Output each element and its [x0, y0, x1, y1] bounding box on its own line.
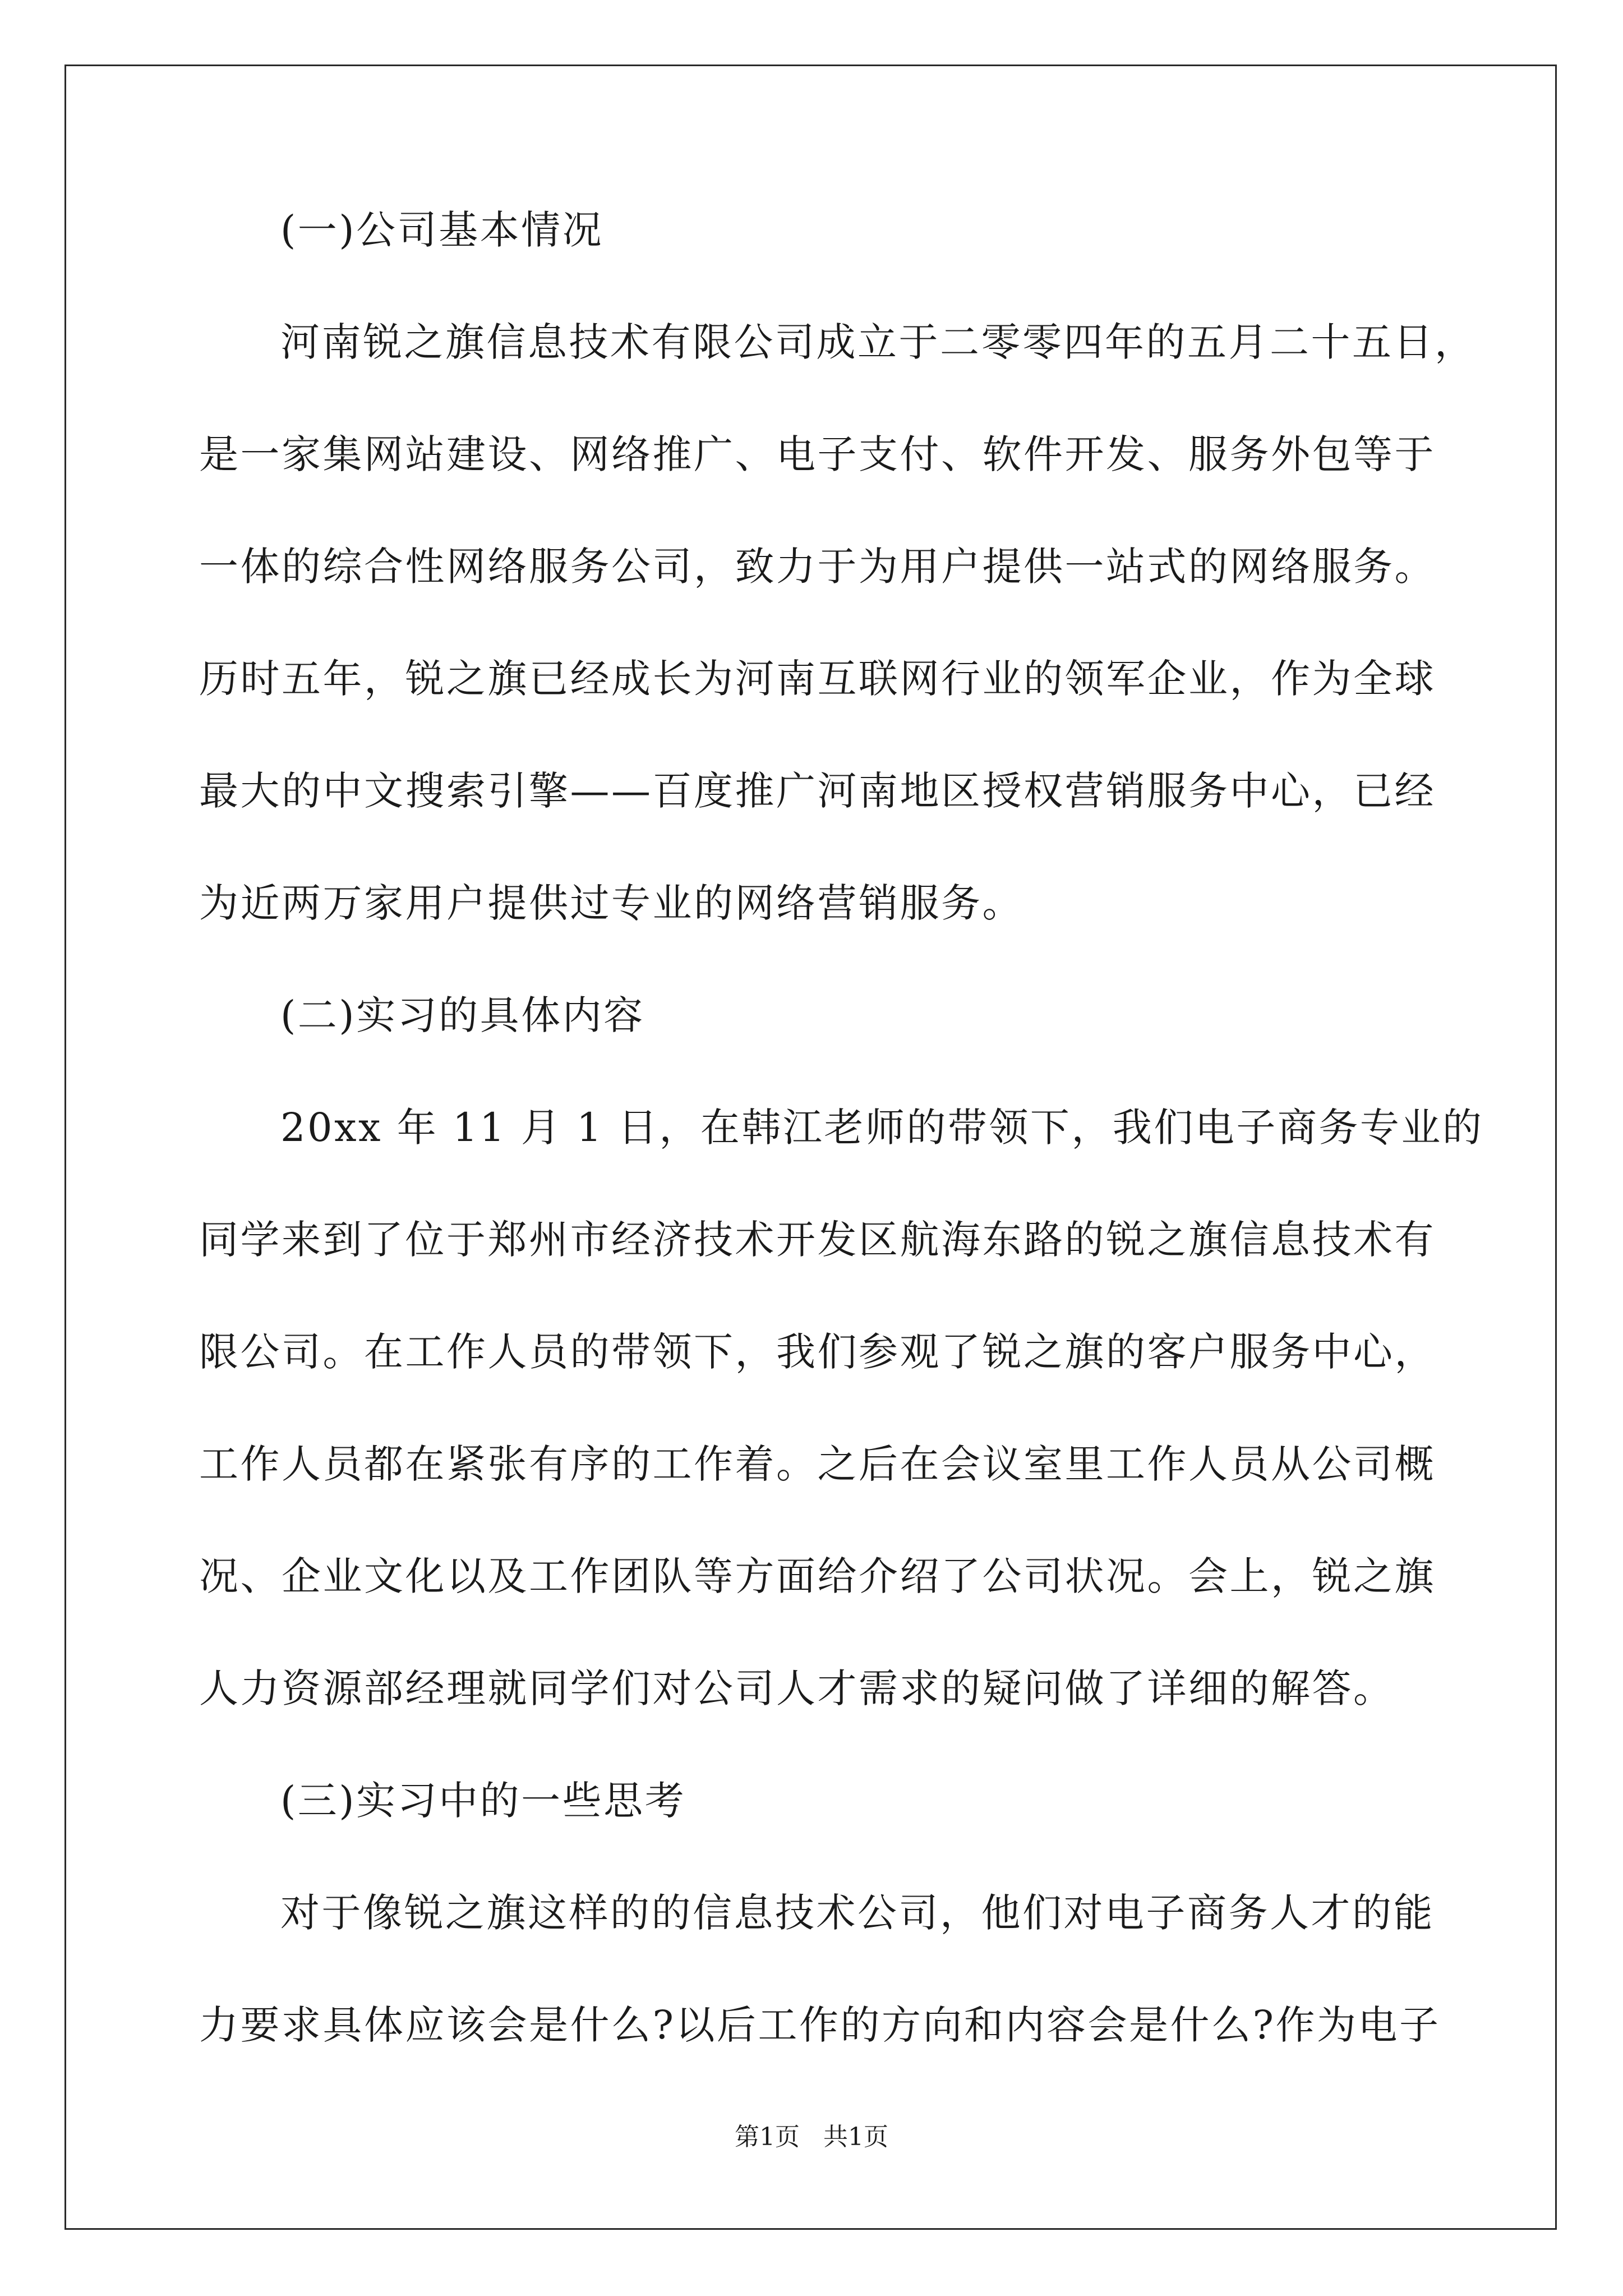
paragraph-line: 最大的中文搜索引擎——百度推广河南地区授权营销服务中心，已经: [199, 768, 1436, 814]
section-heading-1: (一)公司基本情况: [280, 207, 604, 253]
paragraph-line: 限公司。在工作人员的带领下，我们参观了锐之旗的客户服务中心，: [199, 1329, 1436, 1375]
paragraph-line: 同学来到了位于郑州市经济技术开发区航海东路的锐之旗信息技术有: [199, 1217, 1436, 1263]
paragraph-line: 河南锐之旗信息技术有限公司成立于二零零四年的五月二十五日，: [280, 319, 1476, 365]
paragraph-line: 历时五年，锐之旗已经成长为河南互联网行业的领军企业，作为全球: [199, 656, 1436, 702]
paragraph-line: 20xx 年 11 月 1 日，在韩江老师的带领下，我们电子商务专业的: [280, 1105, 1484, 1151]
paragraph-line: 人力资源部经理就同学们对公司人才需求的疑问做了详细的解答。: [199, 1665, 1395, 1711]
section-heading-3: (三)实习中的一些思考: [280, 1778, 686, 1824]
section-heading-2: (二)实习的具体内容: [280, 992, 645, 1038]
page-number-footer: 第1页 共1页: [735, 2123, 888, 2151]
paragraph-line: 力要求具体应该会是什么?以后工作的方向和内容会是什么?作为电子: [199, 2002, 1441, 2048]
paragraph-line: 一体的综合性网络服务公司，致力于为用户提供一站式的网络服务。: [199, 544, 1436, 590]
paragraph-line: 况、企业文化以及工作团队等方面给介绍了公司状况。会上，锐之旗: [199, 1553, 1436, 1599]
paragraph-line: 工作人员都在紧张有序的工作着。之后在会议室里工作人员从公司概: [199, 1441, 1436, 1487]
paragraph-line: 对于像锐之旗这样的的信息技术公司，他们对电子商务人才的能: [280, 1890, 1435, 1936]
paragraph-line: 是一家集网站建设、网络推广、电子支付、软件开发、服务外包等于: [199, 431, 1436, 477]
paragraph-line: 为近两万家用户提供过专业的网络营销服务。: [199, 880, 1023, 926]
